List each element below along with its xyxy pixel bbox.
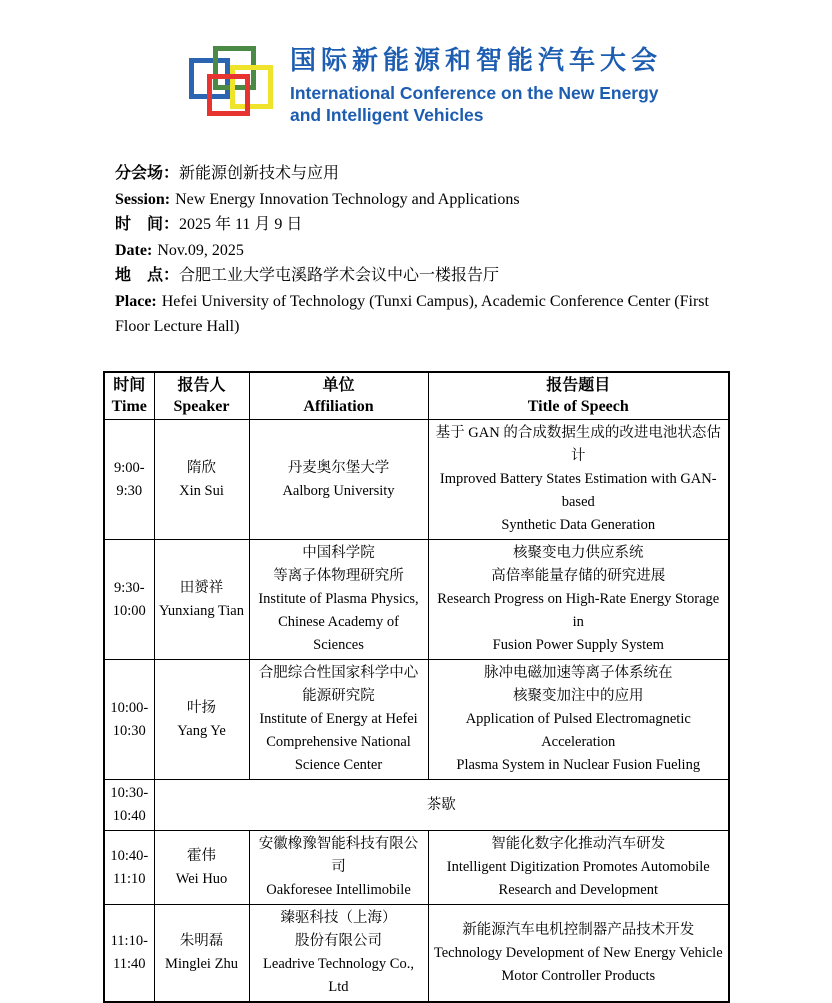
tea-break-row <box>104 780 729 831</box>
header <box>187 44 662 126</box>
session-info-block <box>115 161 727 340</box>
affiliation-cell: 丹麦奥尔堡大学 Aalborg University <box>249 420 428 540</box>
speaker-cell: 隋欣 Xin Sui <box>154 420 249 540</box>
time-label-cn: 时 间： <box>115 216 180 233</box>
time-cell: 10:40- 11:10 <box>104 831 154 905</box>
header-cell-title <box>428 372 729 420</box>
session-label-en: Session: <box>115 190 171 208</box>
speaker-cell: 朱明磊 Minglei Zhu <box>154 905 249 1003</box>
affiliation-cell: 安徽橡豫智能科技有限公司 Oakforesee Intellimobile <box>249 831 428 905</box>
header-affiliation-cn: 单位 <box>322 377 355 394</box>
table-row <box>104 831 729 905</box>
time-cell: 10:30- 10:40 <box>104 780 154 831</box>
place-label-en: Place: <box>115 292 157 310</box>
place-line-cn <box>115 263 727 289</box>
header-cell-speaker <box>154 372 249 420</box>
table-row <box>104 540 729 660</box>
session-line-cn <box>115 161 727 187</box>
title-cell: 脉冲电磁加速等离子体系统在 核聚变加注中的应用 Application of Pulsed Electromagnetic Acceleration Plasma System in Nuclear Fusion Fueling <box>428 660 729 780</box>
affiliation-cell: 中国科学院 等离子体物理研究所 Institute of Plasma Physics, Chinese Academy of Sciences <box>249 540 428 660</box>
speaker-cell: 霍伟 Wei Huo <box>154 831 249 905</box>
header-cell-time <box>104 372 154 420</box>
logo-red-square-icon <box>207 74 250 116</box>
time-cell: 11:10- 11:40 <box>104 905 154 1003</box>
session-value-en: New Energy Innovation Technology and Applications <box>175 190 520 208</box>
header-affiliation-en: Affiliation <box>303 398 374 415</box>
schedule-table <box>103 371 730 1003</box>
session-line-en <box>115 187 727 213</box>
title-cell: 核聚变电力供应系统 高倍率能量存储的研究进展 Research Progress on High-Rate Energy Storage in Fusion Power Supply System <box>428 540 729 660</box>
header-speaker-en: Speaker <box>173 398 230 415</box>
date-label-en: Date: <box>115 241 153 259</box>
speaker-cell: 叶扬 Yang Ye <box>154 660 249 780</box>
place-line-en <box>115 289 727 340</box>
time-cell: 10:00- 10:30 <box>104 660 154 780</box>
header-time-en: Time <box>111 398 147 415</box>
time-cell: 9:30- 10:00 <box>104 540 154 660</box>
place-label-cn: 地 点： <box>115 267 180 284</box>
header-title-en: Title of Speech <box>527 398 629 415</box>
conference-title-en-line1: International Conference on the New Energy <box>290 83 659 103</box>
conference-logo <box>187 44 277 122</box>
title-cell: 智能化数字化推动汽车研发 Intelligent Digitization Promotes Automobile Research and Development <box>428 831 729 905</box>
header-speaker-cn: 报告人 <box>177 377 226 394</box>
table-row <box>104 660 729 780</box>
date-line-en <box>115 238 727 264</box>
session-label-cn: 分会场： <box>115 165 180 182</box>
place-value-cn: 合肥工业大学屯溪路学术会议中心一楼报告厅 <box>179 267 500 284</box>
time-cell: 9:00- 9:30 <box>104 420 154 540</box>
time-line-cn <box>115 212 727 238</box>
place-value-en: Hefei University of Technology (Tunxi Campus), Academic Conference Center (First Floor Lecture Hall) <box>115 292 709 335</box>
conference-title-block <box>290 44 662 126</box>
table-row <box>104 420 729 540</box>
header-time-cn: 时间 <box>113 377 146 394</box>
conference-title-cn: 国际新能源和智能汽车大会 <box>290 45 663 75</box>
title-cell: 基于 GAN 的合成数据生成的改进电池状态估计 Improved Battery States Estimation with GAN-based Synthetic Data Generation <box>428 420 729 540</box>
affiliation-cell: 臻驱科技（上海） 股份有限公司 Leadrive Technology Co., Ltd <box>249 905 428 1003</box>
session-value-cn: 新能源创新技术与应用 <box>179 165 340 182</box>
header-cell-affiliation <box>249 372 428 420</box>
conference-title-en-line2: and Intelligent Vehicles <box>290 105 484 125</box>
title-cell: 新能源汽车电机控制器产品技术开发 Technology Development of New Energy Vehicle Motor Controller Products <box>428 905 729 1003</box>
table-header-row <box>104 372 729 420</box>
tea-break-cell: 茶歇 <box>154 780 729 831</box>
affiliation-cell: 合肥综合性国家科学中心 能源研究院 Institute of Energy at Hefei Comprehensive National Science Center <box>249 660 428 780</box>
table-row <box>104 905 729 1003</box>
speaker-cell: 田赟祥 Yunxiang Tian <box>154 540 249 660</box>
time-value-cn: 2025 年 11 月 9 日 <box>179 216 303 233</box>
date-value-en: Nov.09, 2025 <box>157 241 244 259</box>
header-title-cn: 报告题目 <box>546 377 611 394</box>
